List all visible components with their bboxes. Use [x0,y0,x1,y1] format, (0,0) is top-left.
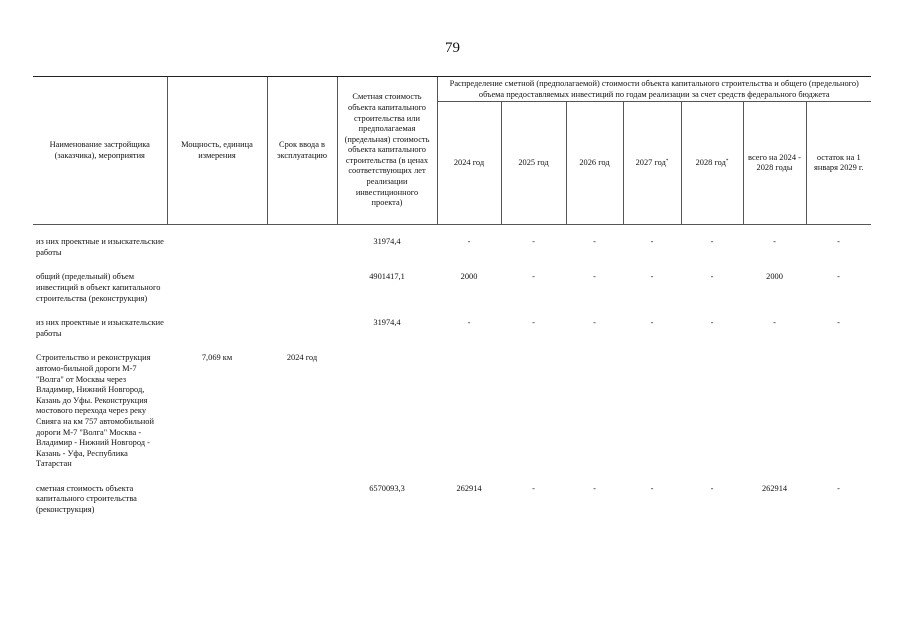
row-spacer [33,339,871,353]
name-cell: сметная стоимость объекта капитального строительства (реконструкция) [36,483,137,515]
total-cell [743,353,806,470]
name-cell: из них проектные и изыскательские работы [36,318,164,338]
estimate-cell: 31974,4 [373,318,401,328]
y2028-cell: - [710,237,714,247]
y2024-cell: - [467,318,471,328]
y2025-cell: - [532,272,535,282]
table-header [33,77,871,225]
footnote-mark: * [665,158,669,164]
y2025-cell: - [532,237,535,247]
header-distribution: Распределение сметной (предполагаемой) стоимости объекта капитального строительства и общего (предельного) объема предоставляемых инвестиций по годам реализации за счет средств федерального бюджета [437,77,871,102]
y2027-cell: - [650,318,654,328]
table-row [33,237,871,258]
y2024-cell: 262914 [456,483,482,493]
total-cell: 262914 [761,483,788,493]
remainder-cell: - [837,318,840,328]
year-2027-label: 2027 год [635,157,666,167]
table-body [33,225,871,516]
y2024-cell [437,353,501,470]
total-cell: 2000 [766,272,783,282]
header-year-2024: 2024 год [437,102,501,225]
total-cell: - [773,237,776,247]
y2026-cell: - [593,237,596,247]
y2025-cell: - [532,318,535,328]
row-spacer [33,304,871,318]
header-remainder: остаток на 1 января 2029 г. [806,102,871,225]
header-year-2025: 2025 год [501,102,566,225]
y2024-cell: - [467,237,471,247]
header-year-2026: 2026 год [566,102,623,225]
y2027-cell: - [650,272,654,282]
row-spacer [33,258,871,272]
header-capacity: Мощность, единица измерения [167,77,267,225]
y2028-cell [681,353,743,470]
remainder-cell: - [837,272,840,282]
y2025-cell [501,353,566,470]
term-cell [267,318,337,339]
y2028-cell: - [710,318,714,328]
header-term: Срок ввода в эксплуатацию [267,77,337,225]
capacity-cell: 7,069 км [201,353,233,363]
table-row [33,484,871,516]
remainder-cell: - [837,483,840,493]
spacer-cell [33,339,871,353]
y2027-cell: - [650,237,654,247]
table-row [33,318,871,339]
capacity-cell [167,237,267,258]
header-name: Наименование застройщика (заказчика), мероприятия [33,77,167,225]
page-number: 79 [445,40,460,56]
header-estimate: Сметная стоимость объекта капитального строительства или предполагаемая (предельная) стоимость объекта капитального строительства (в ценах соответствующих лет реализации инвестиционного проекта) [337,77,437,225]
name-cell: общий (предельный) объем инвестиций в объект капитального строительства (реконструкция) [36,272,161,303]
estimate-cell: 31974,4 [373,237,401,247]
y2028-cell: - [710,483,714,493]
row-spacer [33,225,871,238]
header-year-2027 [623,102,681,225]
y2025-cell: - [532,483,535,493]
year-2028-label: 2028 год [695,157,726,167]
table-row [33,272,871,304]
total-cell: - [773,318,776,328]
term-cell: 2024 год [286,353,318,363]
term-cell [267,237,337,258]
header-year-2028 [681,102,743,225]
spacer-cell [33,470,871,484]
investment-table [33,76,871,516]
spacer-cell [33,225,871,238]
header-total: всего на 2024 - 2028 годы [743,102,806,225]
spacer-cell [33,258,871,272]
capacity-cell [167,272,267,304]
y2024-cell: 2000 [460,272,478,282]
name-cell: из них проектные и изыскательские работы [36,237,164,257]
estimate-cell: 6570093,3 [369,483,405,493]
term-cell [267,484,337,516]
spacer-cell [33,304,871,318]
y2026-cell: - [593,318,596,328]
estimate-cell [337,353,437,470]
estimate-cell: 4901417,1 [369,272,405,282]
y2027-cell: - [650,483,654,493]
y2026-cell: - [593,272,596,282]
footnote-mark: * [725,158,729,164]
capacity-cell [167,484,267,516]
y2026-cell: - [593,483,596,493]
y2027-cell [623,353,681,470]
row-spacer [33,470,871,484]
remainder-cell: - [837,237,840,247]
y2026-cell [566,353,623,470]
name-cell: Строительство и реконструкция автомо-бильной дороги М-7 "Волга" от Москвы через Владимир, Нижний Новгород, Казань до Уфы. Реконструкция мостового перехода через реку Свияга на км 757 автомобильной дороги М-7 "Волга" Москва - Владимир - Нижний Новгород - Казань - Уфа, Республика Татарстан [36,353,154,469]
term-cell [267,272,337,304]
capacity-cell [167,318,267,339]
y2028-cell: - [710,272,714,282]
table-row [33,353,871,470]
remainder-cell [806,353,871,470]
